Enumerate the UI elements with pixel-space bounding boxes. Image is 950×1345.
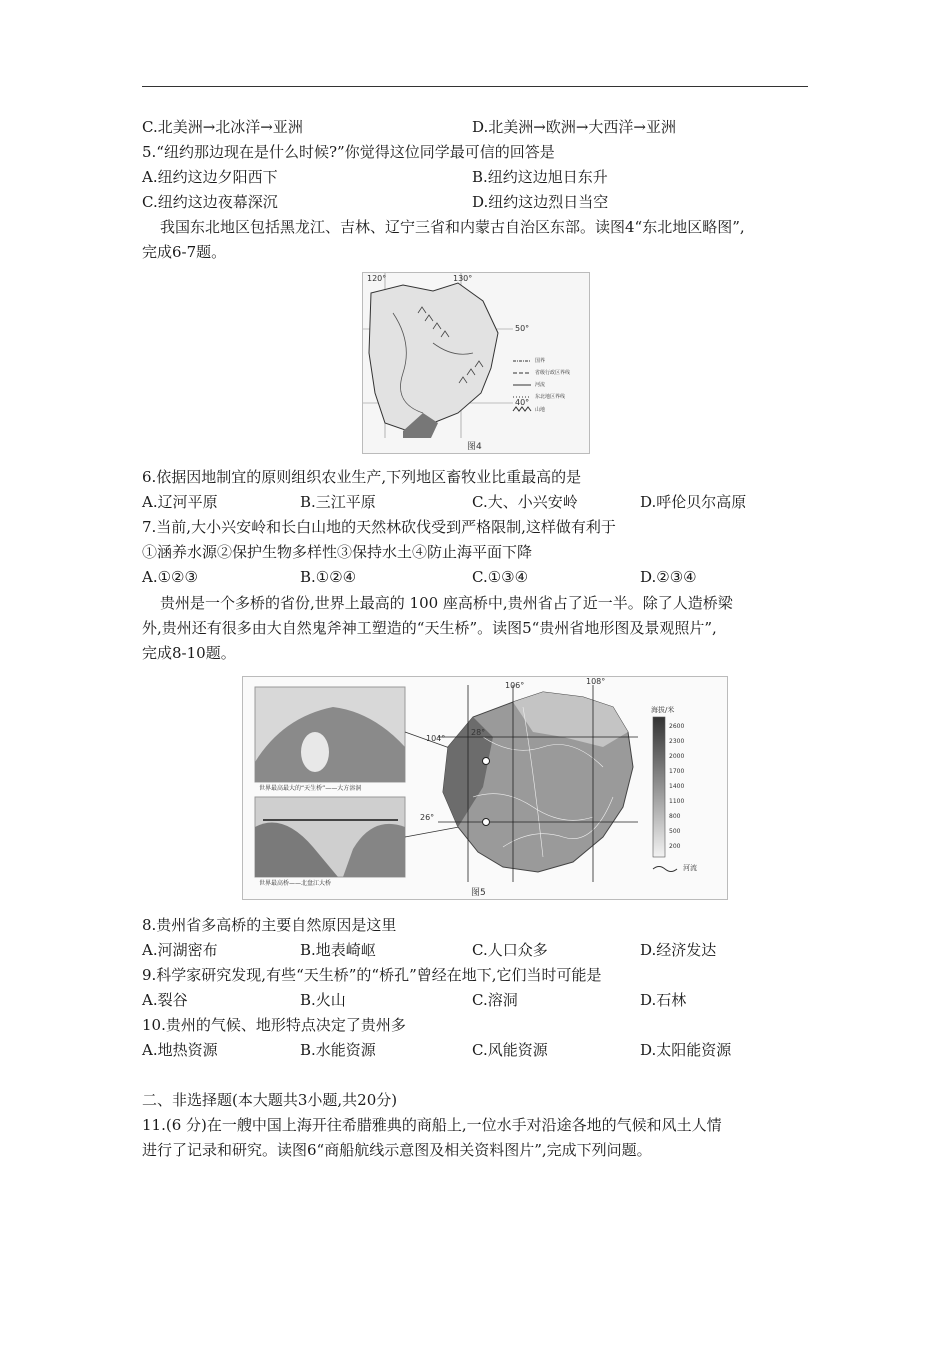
q11-line1: 11.(6 分)在一艘中国上海开往希腊雅典的商船上,一位水手对沿途各地的气候和风土人情 — [142, 1116, 722, 1134]
q5-option-a: A.纽约这边夕阳西下 — [142, 168, 278, 186]
q6-option-d: D.呼伦贝尔高原 — [640, 493, 747, 511]
intro-guizhou-line3: 完成8-10题。 — [142, 644, 236, 662]
elev-tick: 1400 — [669, 783, 685, 790]
intro-northeast-line1: 我国东北地区包括黑龙江、吉林、辽宁三省和内蒙古自治区东部。读图4“东北地区略图”, — [160, 218, 745, 236]
dafang-location-marker — [483, 758, 490, 765]
legend-mountain: 山地 — [535, 407, 546, 413]
q6-stem: 6.依据因地制宜的原则组织农业生产,下列地区畜牧业比重最高的是 — [142, 468, 582, 486]
river-legend-label: 河流 — [683, 864, 697, 872]
q7-stem: 7.当前,大小兴安岭和长白山地的天然林砍伐受到严格限制,这样做有利于 — [142, 518, 616, 536]
q6-option-a: A.辽河平原 — [142, 493, 218, 511]
lat-26-label: 26° — [420, 813, 435, 822]
elevation-title: 海拔/米 — [651, 706, 675, 714]
q9-option-a: A.裂谷 — [142, 991, 188, 1009]
lon-120-label: 120° — [367, 274, 387, 283]
q7-option-d: D.②③④ — [640, 568, 697, 586]
legend-ne-boundary: 东北地区界线 — [535, 394, 566, 400]
q10-option-d: D.太阳能资源 — [640, 1041, 732, 1059]
lat-50-label: 50° — [515, 324, 530, 333]
q5-option-c: C.纽约这边夜幕深沉 — [142, 193, 278, 211]
lon-108-label: 108° — [586, 677, 606, 686]
q10-option-a: A.地热资源 — [142, 1041, 218, 1059]
q8-option-a: A.河湖密布 — [142, 941, 218, 959]
intro-guizhou-line1: 贵州是一个多桥的省份,世界上最高的 100 座高桥中,贵州省占了近一半。除了人造桥梁 — [160, 594, 733, 612]
lat-28-label: 28° — [471, 728, 486, 737]
river-legend-symbol — [653, 867, 677, 872]
figure-5-caption: 图5 — [471, 888, 486, 898]
q8-option-d: D.经济发达 — [640, 941, 717, 959]
figure-5-guizhou — [242, 676, 728, 900]
q10-option-b: B.水能资源 — [300, 1041, 376, 1059]
q10-stem: 10.贵州的气候、地形特点决定了贵州多 — [142, 1016, 406, 1034]
legend-province-line: 省级行政区界线 — [535, 370, 571, 376]
northeast-map-svg — [363, 273, 589, 453]
q11-line2: 进行了记录和研究。读图6“商船航线示意图及相关资料图片”,完成下列问题。 — [142, 1141, 652, 1159]
q5-stem: 5.“纽约那边现在是什么时候?”你觉得这位同学最可信的回答是 — [142, 143, 555, 161]
elev-tick: 500 — [669, 828, 681, 835]
elev-tick: 2300 — [669, 738, 685, 745]
header-rule — [142, 86, 808, 87]
elev-tick: 1100 — [669, 798, 685, 805]
q4-option-c: C.北美洲→北冰洋→亚洲 — [142, 118, 303, 136]
q5-option-b: B.纽约这边旭日东升 — [472, 168, 608, 186]
q9-option-d: D.石林 — [640, 991, 687, 1009]
lon-106-label: 106° — [505, 681, 525, 690]
elev-tick: 2000 — [669, 753, 685, 760]
elev-tick: 2600 — [669, 723, 685, 730]
q7-option-c: C.①③④ — [472, 568, 529, 586]
beipanjiang-location-marker — [483, 819, 490, 826]
q7-option-a: A.①②③ — [142, 568, 198, 586]
q5-option-d: D.纽约这边烈日当空 — [472, 193, 609, 211]
q8-option-c: C.人口众多 — [472, 941, 548, 959]
lon-130-label: 130° — [453, 274, 473, 283]
photo2-caption: 世界最高桥——北盘江大桥 — [259, 880, 332, 887]
lat-40-label: 40° — [515, 398, 530, 407]
section-2-heading: 二、非选择题(本大题共3小题,共20分) — [142, 1091, 398, 1109]
legend-river: 河流 — [535, 382, 546, 388]
q9-option-b: B.火山 — [300, 991, 346, 1009]
q8-stem: 8.贵州省多高桥的主要自然原因是这里 — [142, 916, 397, 934]
photo1-arch-hole — [301, 732, 329, 772]
q7-option-b: B.①②④ — [300, 568, 357, 586]
q6-option-c: C.大、小兴安岭 — [472, 493, 578, 511]
q7-items: ①涵养水源②保护生物多样性③保持水土④防止海平面下降 — [142, 543, 533, 561]
q10-option-c: C.风能资源 — [472, 1041, 548, 1059]
q9-stem: 9.科学家研究发现,有些“天生桥”的“桥孔”曾经在地下,它们当时可能是 — [142, 966, 602, 984]
intro-guizhou-line2: 外,贵州还有很多由大自然鬼斧神工塑造的“天生桥”。读图5“贵州省地形图及景观照片”, — [142, 619, 717, 637]
elevation-color-bar — [653, 717, 665, 857]
elev-tick: 800 — [669, 813, 681, 820]
q8-option-b: B.地表崎岖 — [300, 941, 376, 959]
photo1-caption: 世界最高最大的“天生桥”——大方溶洞 — [259, 785, 362, 792]
elev-tick: 1700 — [669, 768, 685, 775]
q4-option-d: D.北美洲→欧洲→大西洋→亚洲 — [472, 118, 676, 136]
lon-104-label: 104° — [426, 734, 446, 743]
intro-northeast-line2: 完成6-7题。 — [142, 243, 227, 261]
q9-option-c: C.溶洞 — [472, 991, 518, 1009]
figure-4-caption: 图4 — [467, 442, 482, 452]
elev-tick: 200 — [669, 843, 681, 850]
figure-4-northeast-map — [362, 272, 590, 454]
q6-option-b: B.三江平原 — [300, 493, 376, 511]
legend-border: 国界 — [535, 358, 546, 364]
